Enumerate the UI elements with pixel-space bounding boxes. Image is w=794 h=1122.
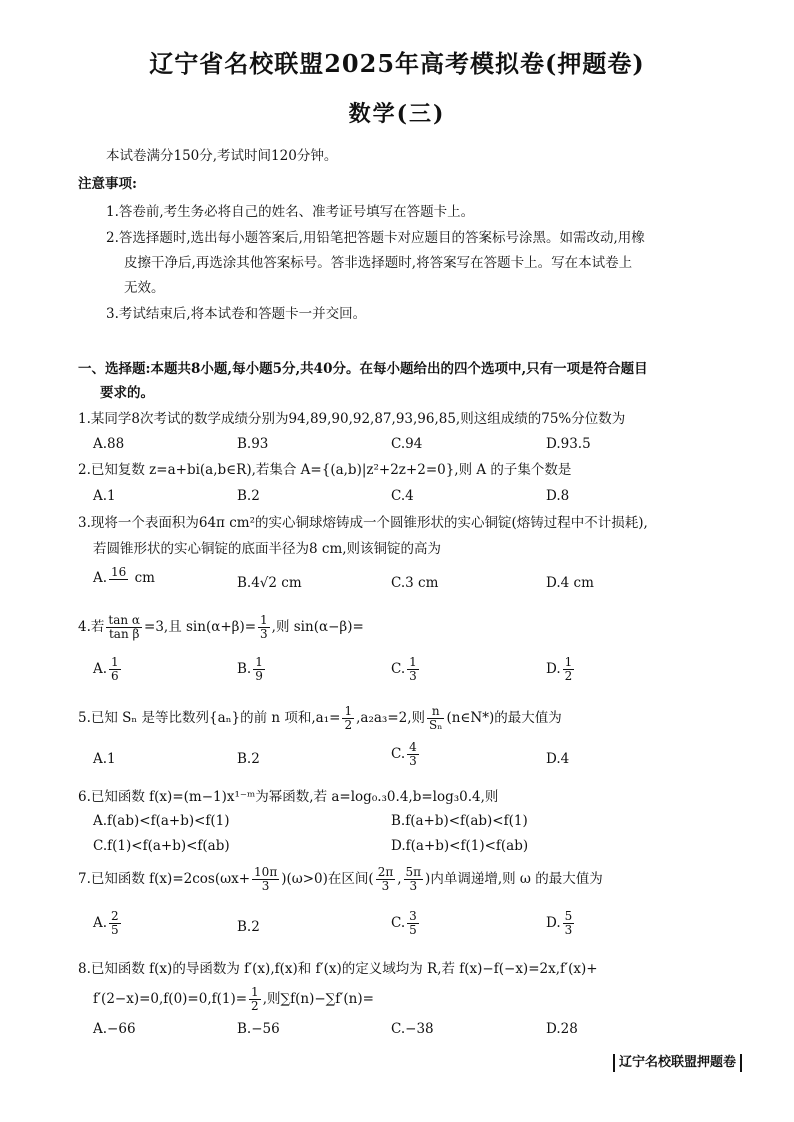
q1-option-d: D.93.5 — [546, 436, 591, 452]
q5-option-a: A.1 — [93, 751, 116, 767]
q7-option-b: B.2 — [237, 919, 260, 935]
q6-option-c: C.f(1)<f(a+b)<f(ab) — [93, 838, 230, 854]
notice-item: 1.答卷前,考生务必将自己的姓名、准考证号填写在答题卡上。 — [106, 204, 475, 220]
question-1-stem: 1.某同学8次考试的数学成绩分别为94,89,90,92,87,93,96,85,则这组成绩的75%分位数为 — [78, 411, 626, 427]
section-heading: 一、选择题:本题共8小题,每小题5分,共40分。在每小题给出的四个选项中,只有一项是符合题目 — [78, 361, 648, 377]
q6-option-a: A.f(ab)<f(a+b)<f(1) — [93, 813, 230, 829]
exam-subtitle: 数学(三) — [348, 101, 446, 127]
q6-option-b: B.f(a+b)<f(ab)<f(1) — [391, 813, 528, 829]
q1-option-b: B.93 — [237, 436, 269, 452]
question-3-stem: 3.现将一个表面积为64π cm²的实心铜球熔铸成一个圆锥形状的实心铜锭(熔铸过程中不计损耗), — [78, 515, 648, 531]
q5-option-b: B.2 — [237, 751, 260, 767]
notice-item: 皮擦干净后,再选涂其他答案标号。答非选择题时,将答案写在答题卡上。写在本试卷上 — [124, 255, 633, 271]
notice-item: 3.考试结束后,将本试卷和答题卡一并交回。 — [106, 306, 367, 322]
intro-text: 本试卷满分150分,考试时间120分钟。 — [106, 148, 338, 164]
q2-option-b: B.2 — [237, 488, 260, 504]
q7-option-a: A. $\frac{2}{5}$ — [93, 909, 119, 937]
q5-option-c: C. $\frac{4}{3}$ — [391, 740, 417, 768]
question-8-stem: 8.已知函数 f(x)的导函数为 f′(x),f(x)和 f′(x)的定义域均为 R,若 f(x)−f(−x)=2x,f′(x)+ — [78, 961, 598, 977]
q7-option-d: D. $\frac{5}{3}$ — [546, 909, 573, 937]
question-7-stem: 7.已知函数 f(x)=2cos(ωx+ $\frac{10\pi}{3}$ )(ω>0)在区间( $\frac{2\pi}{3}$ , $\frac{5\pi}{3}$ )内单调递增,则 ω 的最大值为 — [78, 865, 603, 893]
question-6-stem: 6.已知函数 f(x)=(m−1)x¹⁻ᵐ为幂函数,若 a=log₀.₃0.4,b=log₃0.4,则 — [78, 789, 499, 805]
q5-option-d: D.4 — [546, 751, 570, 767]
notice-item: 2.答选择题时,选出每小题答案后,用铅笔把答题卡对应题目的答案标号涂黑。如需改动,用橡 — [106, 230, 645, 246]
q2-option-d: D.8 — [546, 488, 570, 504]
q4-option-b: B. $\frac{1}{9}$ — [237, 655, 263, 683]
question-8-stem-cont: f′(2−x)=0,f(0)=0,f(1)= $\frac{1}{2}$ ,则∑f(n)−∑f′(n)= — [93, 985, 374, 1013]
q4-option-a: A. $\frac{1}{6}$ — [93, 655, 119, 683]
q4-option-c: C. $\frac{1}{3}$ — [391, 655, 417, 683]
q3-option-c: C.3 cm — [391, 575, 439, 591]
q1-option-c: C.94 — [391, 436, 423, 452]
q7-option-c: C. $\frac{3}{5}$ — [391, 909, 417, 937]
q8-option-d: D.28 — [546, 1021, 578, 1037]
q3-option-b: B.4√2 cm — [237, 575, 302, 591]
notice-item: 无效。 — [124, 280, 165, 296]
q3-option-a: A. 16 cm — [93, 565, 155, 586]
q2-option-c: C.4 — [391, 488, 414, 504]
q8-option-c: C.−38 — [391, 1021, 434, 1037]
q2-option-a: A.1 — [93, 488, 116, 504]
question-3-stem-cont: 若圆锥形状的实心铜锭的底面半径为8 cm,则该铜锭的高为 — [93, 541, 442, 557]
q6-option-d: D.f(a+b)<f(1)<f(ab) — [391, 838, 529, 854]
q8-option-a: A.−66 — [93, 1021, 136, 1037]
footer-label: 辽宁名校联盟押题卷 — [613, 1054, 742, 1072]
exam-title: 辽宁省名校联盟2025年高考模拟卷(押题卷) — [149, 49, 645, 78]
question-5-stem: 5.已知 Sₙ 是等比数列{aₙ}的前 n 项和,a₁= $\frac{1}{2}$ ,a₂a₃=2,则 $\frac{n}{\text{Sₙ}}$ (n∈N*)的最大值为 — [78, 704, 562, 732]
question-4-stem: 4.若 $\frac{\text{tan α}}{\text{tan β}}$ =3,且 sin(α+β)= $\frac{1}{3}$ ,则 sin(α−β)= — [78, 613, 364, 641]
question-2-stem: 2.已知复数 z=a+bi(a,b∈R),若集合 A={(a,b)|z²+2z+2=0},则 A 的子集个数是 — [78, 462, 572, 478]
q1-option-a: A.88 — [93, 436, 125, 452]
notice-heading: 注意事项: — [78, 176, 137, 192]
section-heading-cont: 要求的。 — [100, 385, 154, 401]
q4-option-d: D. $\frac{1}{2}$ — [546, 655, 573, 683]
q3-option-d: D.4 cm — [546, 575, 594, 591]
q8-option-b: B.−56 — [237, 1021, 280, 1037]
